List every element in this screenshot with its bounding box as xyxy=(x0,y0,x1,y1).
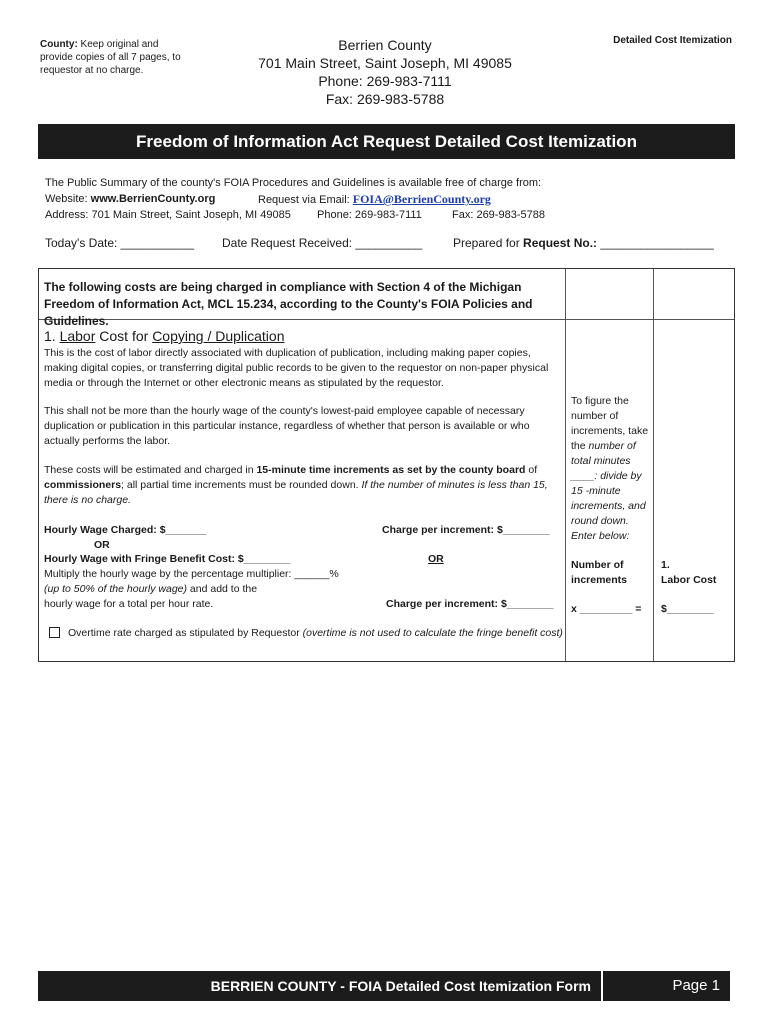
request-no-label: Request No.: xyxy=(523,236,598,250)
overtime-text: Overtime rate charged as stipulated by Requestor xyxy=(68,627,303,639)
labor-description: This is the cost of labor directly associated with duplication of publication, including making paper copies, making digital copies, or transferring digital public records to be given to the requestor on non-paper physical media or through the Internet or other electronic means as stipulated by the requestor. xyxy=(44,347,549,389)
instructions-a: To figure the number of increments, take the xyxy=(571,395,649,452)
increment-rule-d: commissioners xyxy=(44,479,122,491)
labor-cost-field[interactable]: $________ xyxy=(661,603,714,615)
footer-form-name: BERRIEN COUNTY - FOIA Detailed Cost Itemization Form xyxy=(38,971,601,1001)
table-divider xyxy=(565,269,566,661)
page-title: Freedom of Information Act Request Detailed Cost Itemization xyxy=(38,124,735,159)
website-link[interactable]: www.BerrienCounty.org xyxy=(90,193,216,205)
email-label: Request via Email: xyxy=(258,194,353,206)
multiplier-note xyxy=(44,583,257,595)
increment-rule-c: of xyxy=(525,464,538,476)
note-text: Keep original and provide copies of all 7 pages, to requestor at no charge. xyxy=(40,39,181,76)
todays-date-field[interactable]: Today's Date: ___________ xyxy=(45,236,195,250)
increment-rule-a: These costs will be estimated and charged in xyxy=(44,464,257,476)
table-divider xyxy=(653,269,654,661)
multiplier-add: and add to the xyxy=(187,583,258,595)
county-name: Berrien County xyxy=(338,37,432,53)
increment-rule-f: If the number of minutes is less than 15, there is no charge. xyxy=(44,479,548,506)
county-street: 701 Main Street, Saint Joseph, MI 49085 xyxy=(258,55,512,71)
note-label: County: xyxy=(40,39,78,50)
intro-summary: The Public Summary of the county's FOIA Procedures and Guidelines is available free of charge from: xyxy=(45,177,542,189)
number-of-increments-label: Number of increments xyxy=(571,559,628,586)
multiplier-limit: (up to 50% of the hourly wage) xyxy=(44,583,188,595)
increment-rule-text xyxy=(44,463,556,508)
county-instruction-note xyxy=(40,38,190,77)
instructions-b: number of total minutes ____: divide by 15 -minute increments, and round down. xyxy=(571,440,646,527)
section-number: 1. xyxy=(44,328,60,344)
prepared-for-label: Prepared for xyxy=(453,236,524,250)
increments-field[interactable]: x _________ = xyxy=(571,603,642,615)
section-labor-word: Labor xyxy=(59,328,96,344)
charge-per-increment-2[interactable]: Charge per increment: $________ xyxy=(386,598,554,610)
table-header-text: The following costs are being charged in compliance with Section 4 of the Michigan Freedom of Information Act, MCL 15.234, according to the County's FOIA Policies and Guidelines. xyxy=(44,280,533,328)
section-title xyxy=(44,328,284,344)
overtime-checkbox[interactable] xyxy=(49,627,60,638)
labor-cost-text: Labor Cost xyxy=(661,574,717,586)
intro-address: Address: 701 Main Street, Saint Joseph, MI 49085 xyxy=(45,209,291,221)
hourly-total-text: hourly wage for a total per hour rate. xyxy=(44,598,214,610)
overtime-note: (overtime is not used to calculate the fringe benefit cost) xyxy=(302,627,563,639)
section-cost-for: Cost for xyxy=(95,328,153,344)
overtime-label xyxy=(68,627,563,639)
or-label: OR xyxy=(94,539,110,551)
instructions-c: Enter below: xyxy=(571,530,630,542)
intro-phone: Phone: 269-983-7111 xyxy=(317,209,422,221)
form-type-label: Detailed Cost Itemization xyxy=(613,35,732,46)
multiplier-field[interactable]: Multiply the hourly wage by the percentage multiplier: ______% xyxy=(44,568,339,580)
labor-cost-label xyxy=(661,558,731,588)
charge-per-increment-1[interactable]: Charge per increment: $________ xyxy=(382,524,550,536)
increment-rule-e: ; all partial time increments must be rounded down. xyxy=(121,479,362,491)
wage-limit-text: This shall not be more than the hourly wage of the county's lowest-paid employee capable of necessary duplication or publication in this particular instance, regardless of whether that person is available or who actually performs the labor. xyxy=(44,405,530,447)
county-fax: Fax: 269-983-5788 xyxy=(325,91,445,107)
website-line xyxy=(45,191,215,207)
or-label: OR xyxy=(428,553,444,565)
page-number: Page 1 xyxy=(603,971,730,1001)
labor-cost-number: 1. xyxy=(661,559,670,571)
request-no-blank: _________________ xyxy=(597,236,714,250)
hourly-wage-field[interactable]: Hourly Wage Charged: $_______ xyxy=(44,524,207,536)
fringe-wage-field[interactable]: Hourly Wage with Fringe Benefit Cost: $________ xyxy=(44,553,291,565)
website-label: Website: xyxy=(45,193,91,205)
email-line xyxy=(258,191,491,208)
county-address-block xyxy=(250,36,520,108)
intro-block xyxy=(45,175,735,223)
increment-rule-b: 15-minute time increments as set by the county board xyxy=(256,464,526,476)
intro-fax: Fax: 269-983-5788 xyxy=(452,209,545,221)
email-link[interactable]: FOIA@BerrienCounty.org xyxy=(352,192,491,206)
increment-instructions xyxy=(571,394,653,544)
county-phone: Phone: 269-983-7111 xyxy=(318,73,452,89)
section-copying-word: Copying / Duplication xyxy=(152,328,285,344)
date-received-field[interactable]: Date Request Received: __________ xyxy=(222,236,423,250)
request-number-field[interactable] xyxy=(453,236,714,250)
